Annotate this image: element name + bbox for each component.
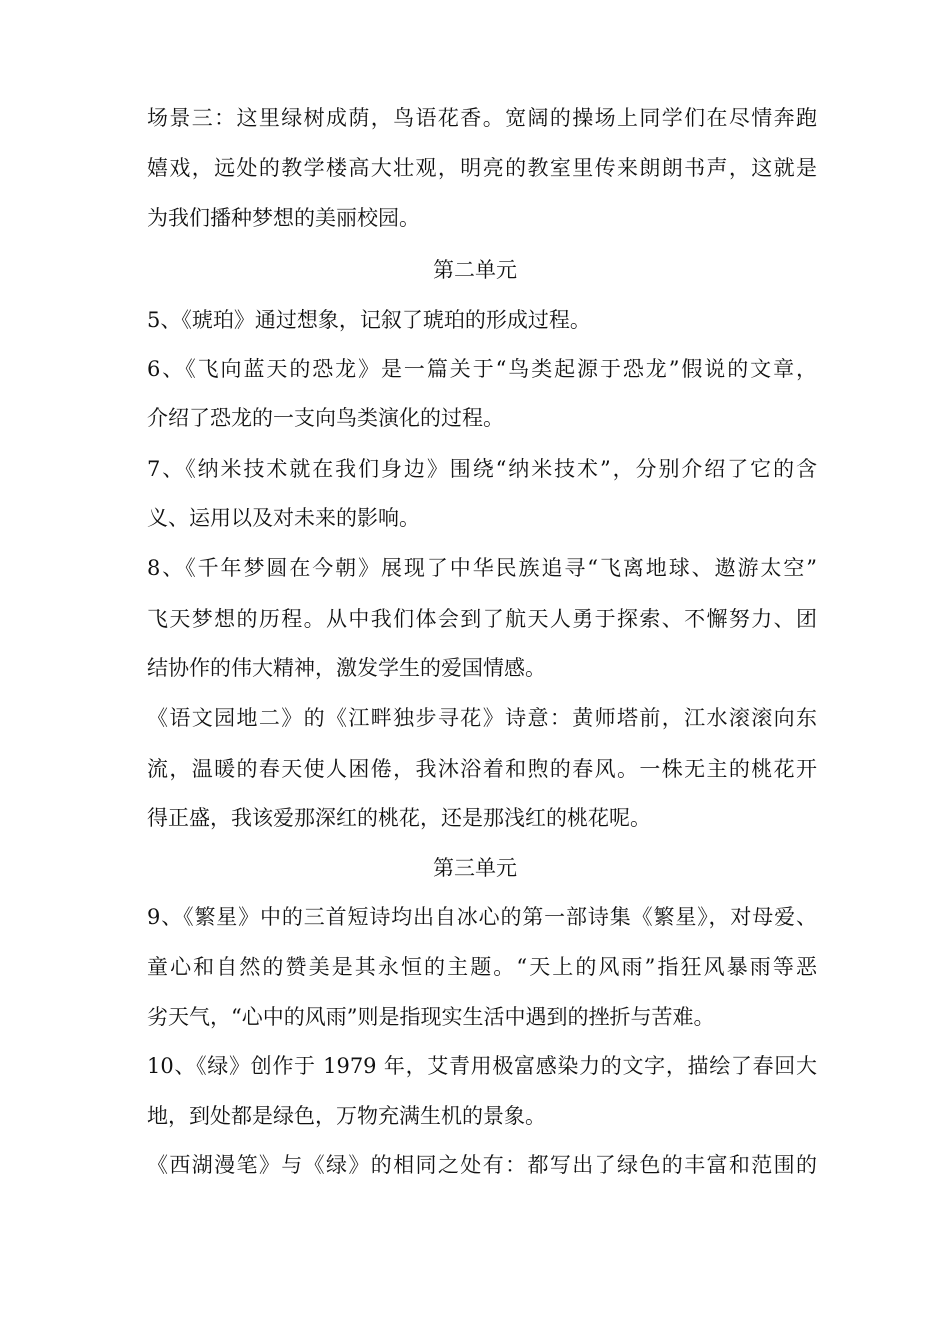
unit3-heading: 第三单元 <box>433 856 517 880</box>
unit2-heading: 第二单元 <box>433 258 517 282</box>
text-line: 嬉戏，远处的教学楼高大壮观，明亮的教室里传来朗朗书声，这就是 <box>147 156 817 180</box>
text-line: 6、《飞向蓝天的恐龙》是一篇关于“鸟类起源于恐龙”假说的文章， <box>147 357 817 381</box>
text-line: 飞天梦想的历程。从中我们体会到了航天人勇于探索、不懈努力、团 <box>147 607 817 631</box>
text-line: 介绍了恐龙的一支向鸟类演化的过程。 <box>147 406 504 430</box>
text-line: 场景三：这里绿树成荫，鸟语花香。宽阔的操场上同学们在尽情奔跑 <box>147 106 817 130</box>
text-line: 10、《绿》创作于 1979 年，艾青用极富感染力的文字，描绘了春回大 <box>147 1054 817 1078</box>
text-line: 《语文园地二》的《江畔独步寻花》诗意：黄师塔前，江水滚滚向东 <box>147 706 817 730</box>
text-line: 劣天气，“心中的风雨”则是指现实生活中遇到的挫折与苦难。 <box>147 1005 715 1029</box>
text-line: 结协作的伟大精神，激发学生的爱国情感。 <box>147 656 546 680</box>
text-line: 流，温暖的春天使人困倦，我沐浴着和煦的春风。一株无主的桃花开 <box>147 757 817 781</box>
text-line: 为我们播种梦想的美丽校园。 <box>147 206 420 230</box>
text-line: 5、《琥珀》通过想象，记叙了琥珀的形成过程。 <box>147 308 591 332</box>
text-line: 8、《千年梦圆在今朝》展现了中华民族追寻“飞离地球、遨游太空” <box>147 556 817 580</box>
text-line: 7、《纳米技术就在我们身边》围绕“纳米技术”，分别介绍了它的含 <box>147 457 817 481</box>
text-line: 9、《繁星》中的三首短诗均出自冰心的第一部诗集《繁星》，对母爱、 <box>147 905 817 929</box>
text-line: 义、运用以及对未来的影响。 <box>147 506 420 530</box>
text-line: 《西湖漫笔》与《绿》的相同之处有：都写出了绿色的丰富和范围的 <box>147 1153 817 1177</box>
text-line: 童心和自然的赞美是其永恒的主题。“天上的风雨”指狂风暴雨等恶 <box>147 955 817 979</box>
text-line: 地，到处都是绿色，万物充满生机的景象。 <box>147 1104 546 1128</box>
text-line: 得正盛，我该爱那深红的桃花，还是那浅红的桃花呢。 <box>147 806 651 830</box>
